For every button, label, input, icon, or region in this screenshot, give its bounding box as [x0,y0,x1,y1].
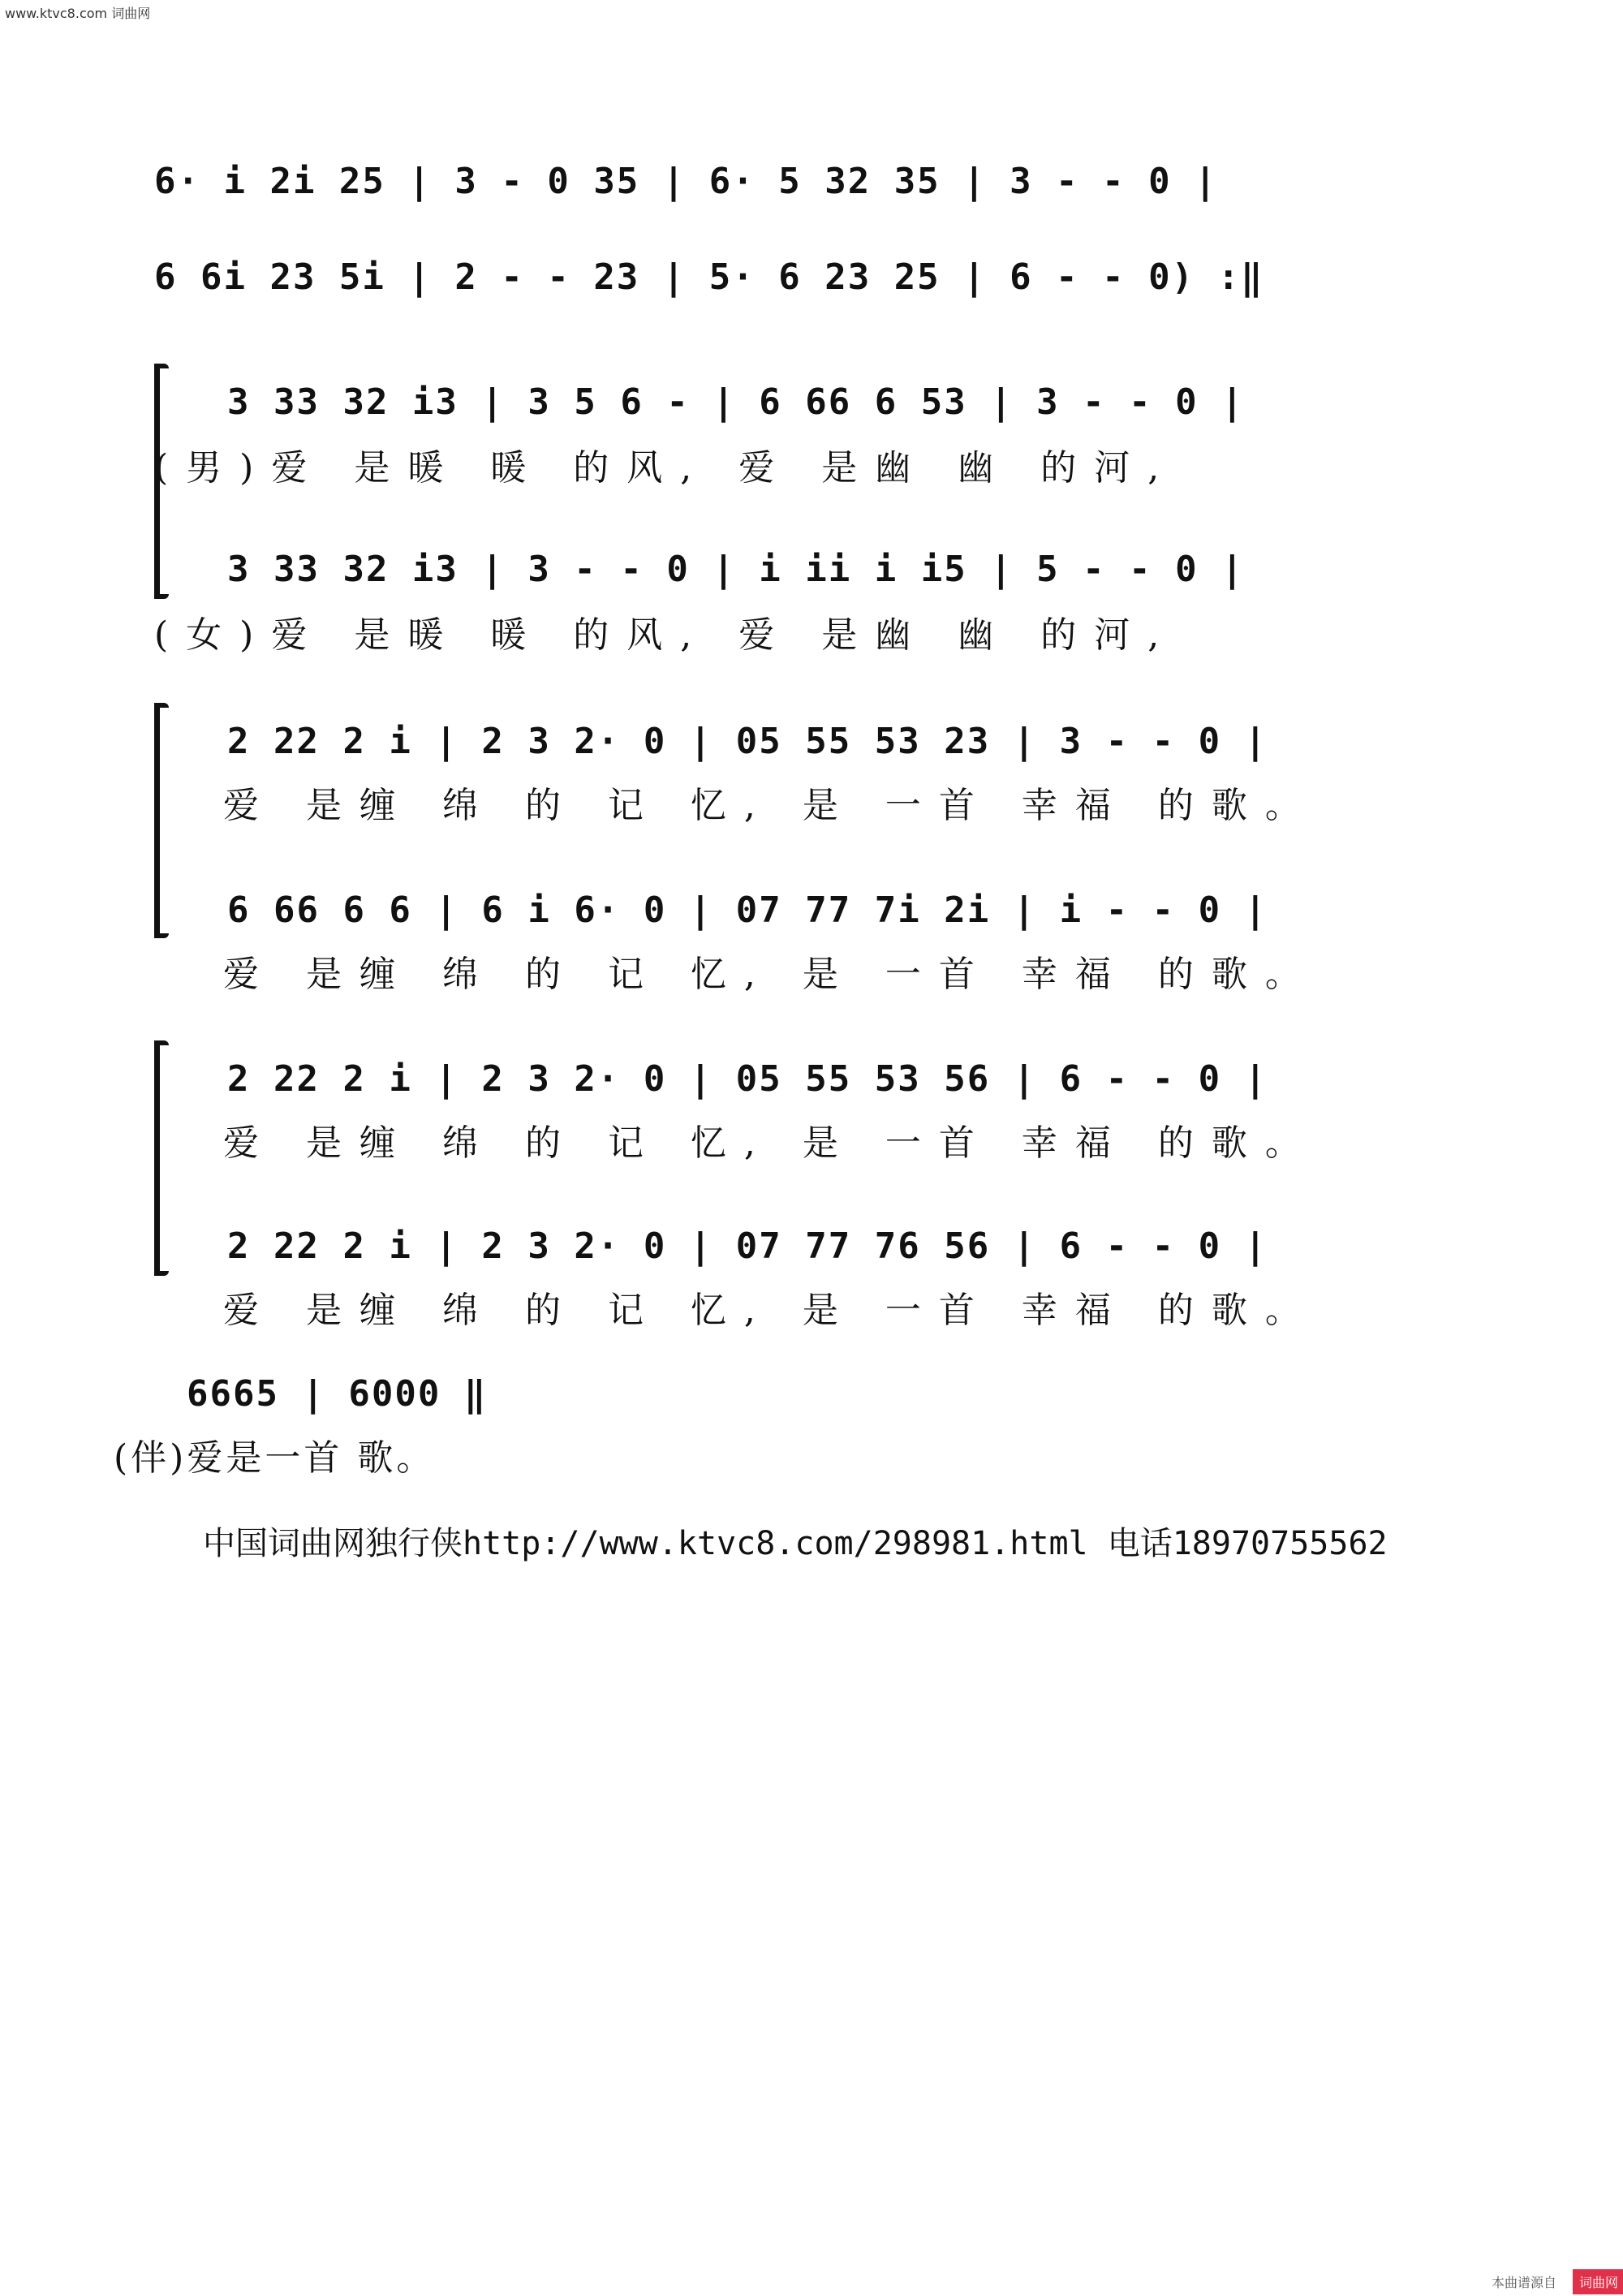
section4-upper-lyrics: 爱 是缠 绵 的 记 忆, 是 一首 幸福 的歌。 [223,1122,1319,1164]
section3-upper-notation: 2 22 2 i | 2 3 2· 0 | 05 55 53 23 | 3 - - 0 | [227,721,1268,762]
female-lyrics: (女)爱 是暖 暖 的风, 爱 是幽 幽 的河, [154,614,1177,656]
section4-upper-notation: 2 22 2 i | 2 3 2· 0 | 05 55 53 56 | 6 - - 0 | [227,1058,1268,1100]
section3-lower-lyrics: 爱 是缠 绵 的 记 忆, 是 一首 幸福 的歌。 [223,954,1319,995]
section4-lower-notation: 2 22 2 i | 2 3 2· 0 | 07 77 76 56 | 6 - - 0 | [227,1226,1268,1267]
section3-upper-lyrics: 爱 是缠 绵 的 记 忆, 是 一首 幸福 的歌。 [223,785,1319,826]
section3-lower-notation: 6 66 6 6 | 6 i 6· 0 | 07 77 7i 2i | i - - 0 | [227,890,1268,931]
branding-source-label: 本曲谱源自 [1492,2275,1557,2290]
system-bracket [154,703,160,938]
male-lyrics: (男)爱 是暖 暖 的风, 爱 是幽 幽 的河, [154,447,1177,489]
section4-lower-lyrics: 爱 是缠 绵 的 记 忆, 是 一首 幸福 的歌。 [223,1290,1319,1331]
ending-lyrics: (伴)爱是一首 歌。 [114,1437,436,1479]
female-notation: 3 33 32 i3 | 3 - - 0 | i ii i i5 | 5 - - 0 | [227,549,1245,590]
intro-line-1: 6· i 2i 25 | 3 - 0 35 | 6· 5 32 35 | 3 - - 0 | [154,161,1218,202]
male-notation: 3 33 32 i3 | 3 5 6 - | 6 66 6 53 | 3 - - 0 | [227,381,1245,423]
footer-credit: 中国词曲网独行侠http://www.ktvc8.com/298981.html 电话18970755562 [203,1525,1388,1562]
ending-notation: 6665 | 6000 ‖ [187,1373,488,1415]
branding-site-label: 词曲网 [1573,2269,1623,2294]
site-watermark: www.ktvc8.com 词曲网 [5,6,151,21]
system-bracket [154,1040,160,1276]
intro-line-2: 6 6i 23 5i | 2 - - 23 | 5· 6 23 25 | 6 - - 0) :‖ [154,256,1264,298]
